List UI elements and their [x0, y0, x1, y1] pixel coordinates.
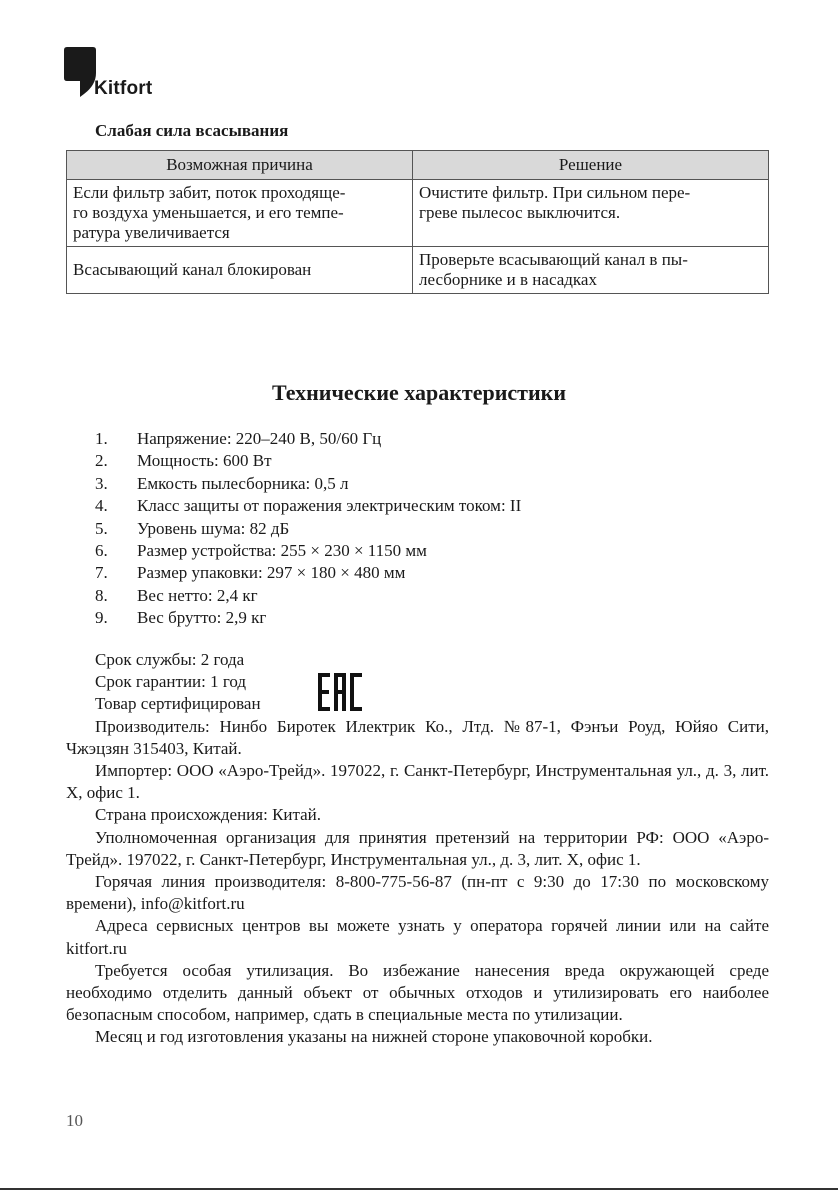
list-item-number: 6. [95, 541, 108, 561]
list-item-number: 7. [95, 563, 108, 583]
specs-list [95, 428, 521, 630]
claims-paragraph: Уполномоченная организация для принятия претензий на территории РФ: ООО «Аэро-Трейд». 197022, г. Санкт-Петербург, Инструментальная ул., д. 3, лит. Х, офис 1. [66, 827, 769, 869]
list-item [95, 428, 521, 450]
origin-paragraph: Страна происхождения: Китай. [95, 805, 322, 825]
cell-line: греве пылесос выключится. [419, 203, 621, 222]
table-cell-cause [67, 247, 413, 294]
service-centers-paragraph: Адреса сервисных центров вы можете узнать у оператора горячей линии или на сайте kitfort.ru [66, 916, 769, 958]
cell-line: Всасывающий канал блокирован [73, 260, 312, 279]
kitfort-logo [64, 47, 174, 97]
table-cell-solution [413, 247, 769, 294]
list-item [95, 518, 521, 540]
page-number: 10 [66, 1111, 83, 1130]
kitfort-logo-icon [64, 47, 96, 97]
manufacture-date-paragraph: Месяц и год изготовления указаны на нижней стороне упаковочной коробки. [95, 1027, 653, 1047]
manufacturer-paragraph: Производитель: Нинбо Биротек Илектрик Ко., Лтд. №87-1, Фэнъи Роуд, Юйяо Сити, Чжэцзян 315403, Китай. [66, 716, 769, 758]
warranty: Срок гарантии: 1 год [95, 672, 247, 692]
section-title: Слабая сила всасывания [95, 121, 289, 140]
cell-line: Проверьте всасывающий канал в пы- [419, 250, 688, 269]
list-item-number: 2. [95, 451, 108, 471]
list-item-text: Емкость пылесборника: 0,5 л [137, 473, 349, 493]
list-item-text: Вес брутто: 2,9 кг [137, 608, 267, 628]
table-header-cause: Возможная причина [67, 151, 413, 180]
cell-line: Если фильтр забит, поток проходяще- [73, 183, 346, 202]
list-item-number: 3. [95, 473, 108, 493]
list-item-text: Вес нетто: 2,4 кг [137, 585, 258, 605]
certification: Товар сертифицирован [95, 694, 261, 714]
specs-title: Технические характеристики [271, 380, 567, 405]
list-item-text: Напряжение: 220–240 В, 50/60 Гц [137, 429, 382, 448]
list-item-number: 1. [95, 429, 108, 448]
list-item-number: 8. [95, 585, 108, 605]
list-item [95, 450, 521, 472]
list-item-number: 4. [95, 496, 108, 516]
list-item-text: Размер устройства: 255 × 230 × 1150 мм [137, 541, 427, 561]
list-item-text: Класс защиты от поражения электрическим током: II [137, 496, 522, 516]
list-item [95, 607, 521, 629]
brand-name: Kitfort [94, 78, 153, 99]
importer-paragraph: Импортер: ООО «Аэро-Трейд». 197022, г. Санкт-Петербург, Инструментальная ул., д. 3, лит. Х, офис 1. [66, 761, 769, 803]
troubleshooting-table [66, 150, 769, 294]
list-item [95, 495, 521, 517]
table-header-row [67, 151, 769, 180]
divider [0, 1188, 838, 1190]
list-item-text: Мощность: 600 Вт [137, 451, 272, 471]
list-item-text: Уровень шума: 82 дБ [137, 518, 290, 538]
table-cell-solution [413, 180, 769, 247]
eac-mark-icon [318, 673, 362, 711]
table-header-solution: Решение [413, 151, 769, 180]
table-row [67, 247, 769, 294]
list-item-text: Размер упаковки: 297 × 180 × 480 мм [137, 563, 406, 583]
list-item [95, 540, 521, 562]
cell-line: го воздуха уменьшается, и его темпе- [73, 203, 344, 222]
list-item [95, 473, 521, 495]
cell-line: Очистите фильтр. При сильном пере- [419, 183, 691, 202]
cell-line: ратура увеличивается [73, 223, 230, 242]
table-cell-cause [67, 180, 413, 247]
cell-line: лесборнике и в насадках [419, 270, 597, 289]
service-life: Срок службы: 2 года [95, 650, 245, 669]
list-item [95, 562, 521, 584]
product-info [66, 649, 769, 1049]
list-item [95, 585, 521, 607]
hotline-paragraph: Горячая линия производителя: 8-800-775-56-87 (пн-пт с 9:30 до 17:30 по московскому времени), info@kitfort.ru [66, 872, 769, 914]
list-item-number: 5. [95, 518, 108, 538]
table-row [67, 180, 769, 247]
list-item-number: 9. [95, 608, 108, 628]
disposal-paragraph: Требуется особая утилизация. Во избежание нанесения вреда окружающей среде необходимо отделить данный объект от обычных отходов и утилизировать его наиболее безопасным способом, например, сдать в специальные места по утилизации. [66, 960, 769, 1025]
